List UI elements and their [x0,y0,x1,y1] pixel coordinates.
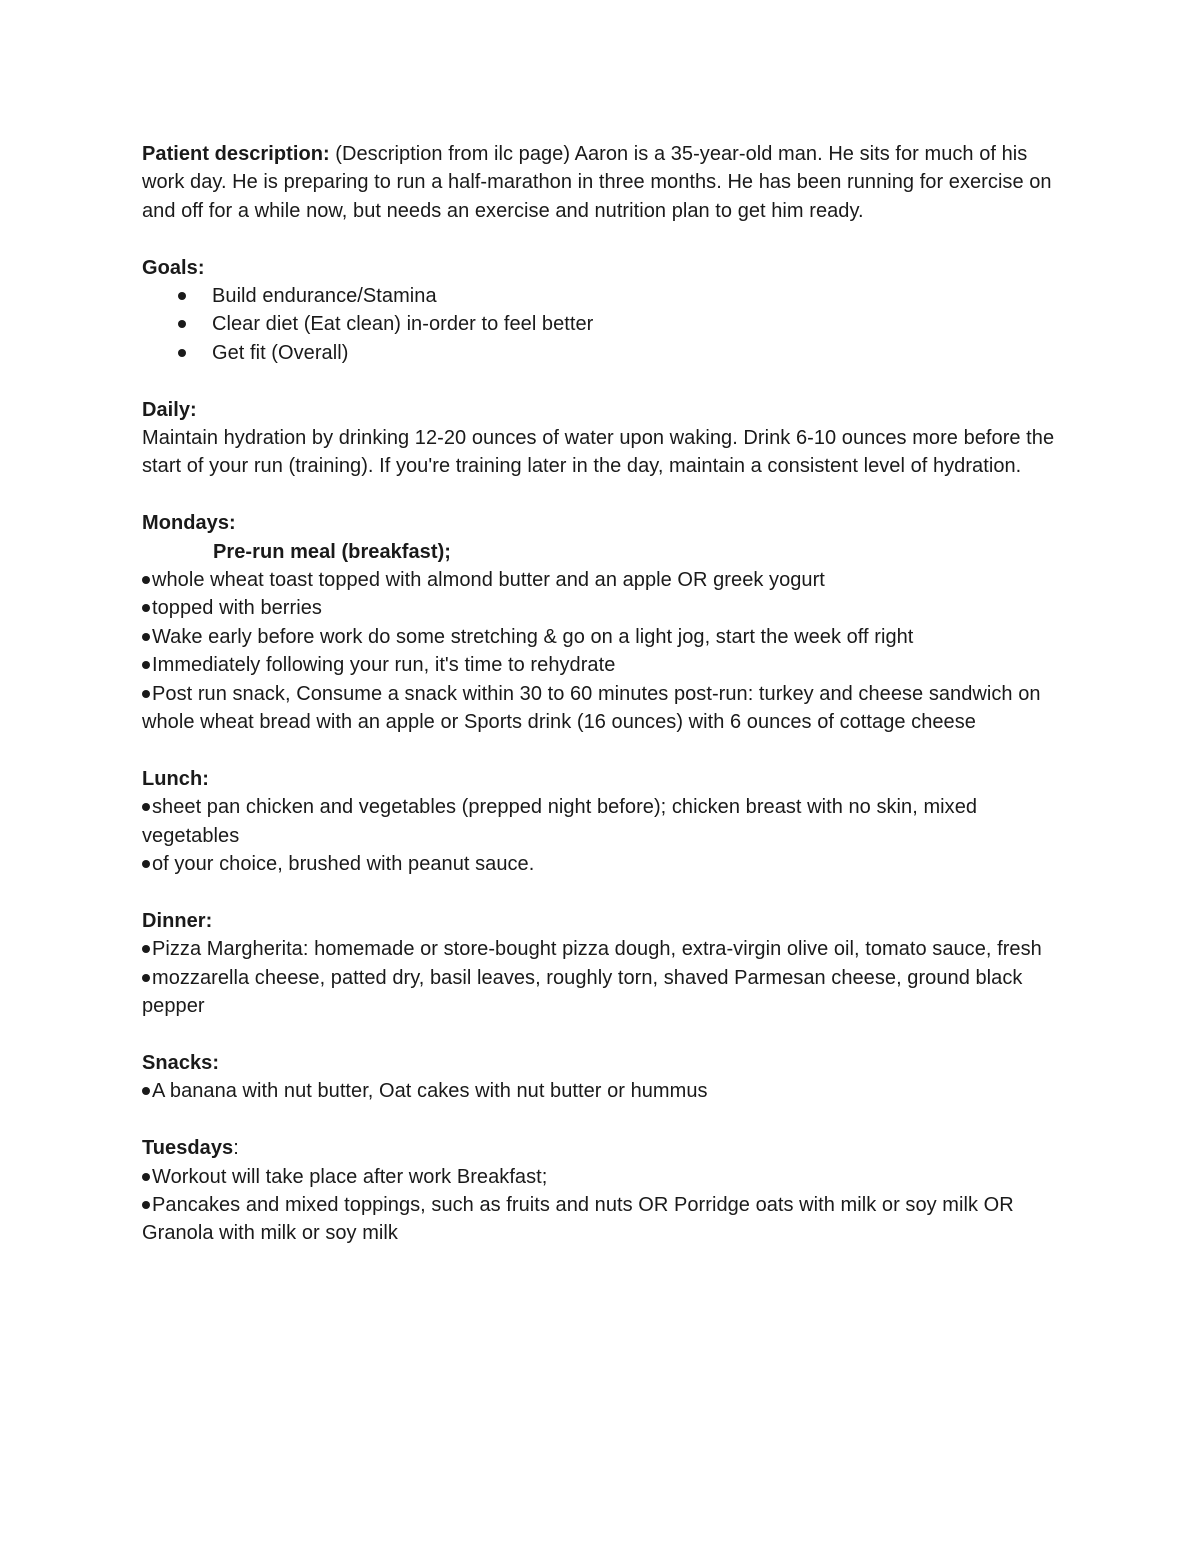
daily-heading: Daily: [142,398,197,421]
monday-item: Post run snack, Consume a snack within 30 to 60 minutes post-run: turkey and cheese sandwich on whole wheat bread with an apple or Sports drink (16 ounces) with 6 ounces of cottage cheese [142,682,1041,734]
bullet-icon [142,661,150,669]
bullet-icon [142,576,150,584]
patient-description-label: Patient description: [142,143,330,165]
bullet-icon [142,945,150,953]
goals-heading: Goals: [142,256,205,279]
bullet-icon [142,604,150,612]
monday-item: topped with berries [142,594,1060,622]
tuesdays-heading-colon: : [233,1137,239,1160]
goal-item: Clear diet (Eat clean) in-order to feel better [178,310,1060,338]
goal-item: Build endurance/Stamina [178,282,1060,310]
dinner-item: Pizza Margherita: homemade or store-bought pizza dough, extra-virgin olive oil, tomato sauce, fresh [142,935,1060,963]
bullet-icon [178,320,186,328]
lunch-item: sheet pan chicken and vegetables (prepped night before); chicken breast with no skin, mixed vegetables [142,796,978,847]
bullet-icon [178,292,186,300]
bullet-icon [142,633,150,641]
monday-item: whole wheat toast topped with almond butter and an apple OR greek yogurt [142,566,1060,594]
bullet-icon [142,860,150,868]
bullet-icon [142,974,150,982]
document-body [142,140,1060,1248]
tuesdays-heading-line [142,1134,1060,1162]
goals-list [142,282,1060,367]
dinner-heading: Dinner: [142,909,213,932]
monday-item: Immediately following your run, it's time to rehydrate [142,651,1060,679]
tuesday-item: Pancakes and mixed toppings, such as fruits and nuts OR Porridge oats with milk or soy milk OR Granola with milk or soy milk [142,1193,1014,1245]
bullet-icon [142,1173,150,1181]
pre-run-meal-heading: Pre-run meal (breakfast); [213,540,451,563]
bullet-icon [142,690,150,698]
bullet-icon [142,1201,150,1209]
lunch-heading: Lunch: [142,767,209,790]
snack-item: A banana with nut butter, Oat cakes with nut butter or hummus [142,1077,1060,1105]
dinner-item: mozzarella cheese, patted dry, basil leaves, roughly torn, shaved Parmesan cheese, ground black pepper [142,966,1023,1018]
snacks-heading: Snacks: [142,1051,220,1074]
tuesdays-heading: Tuesdays [142,1137,234,1160]
mondays-heading: Mondays: [142,512,236,535]
bullet-icon [142,1087,150,1095]
bullet-icon [142,803,150,811]
patient-description-text: (Description from ilc page) Aaron is a 35-year-old man. He sits for much of his work day. He is preparing to run a half-marathon in three months. He has been running for exercise on and off for a while now, but needs an exercise and nutrition plan to get him ready. [142,143,1052,222]
goal-item: Get fit (Overall) [178,339,1060,367]
bullet-icon [178,349,186,357]
lunch-item: of your choice, brushed with peanut sauce. [142,850,1060,878]
daily-text: Maintain hydration by drinking 12-20 ounces of water upon waking. Drink 6-10 ounces more before the start of your run (training). If you're training later in the day, maintain a consistent level of hydration. [142,427,1055,478]
monday-item: Wake early before work do some stretching & go on a light jog, start the week off right [142,623,1060,651]
patient-description [142,140,1060,225]
tuesday-item: Workout will take place after work Breakfast; [142,1163,1060,1191]
